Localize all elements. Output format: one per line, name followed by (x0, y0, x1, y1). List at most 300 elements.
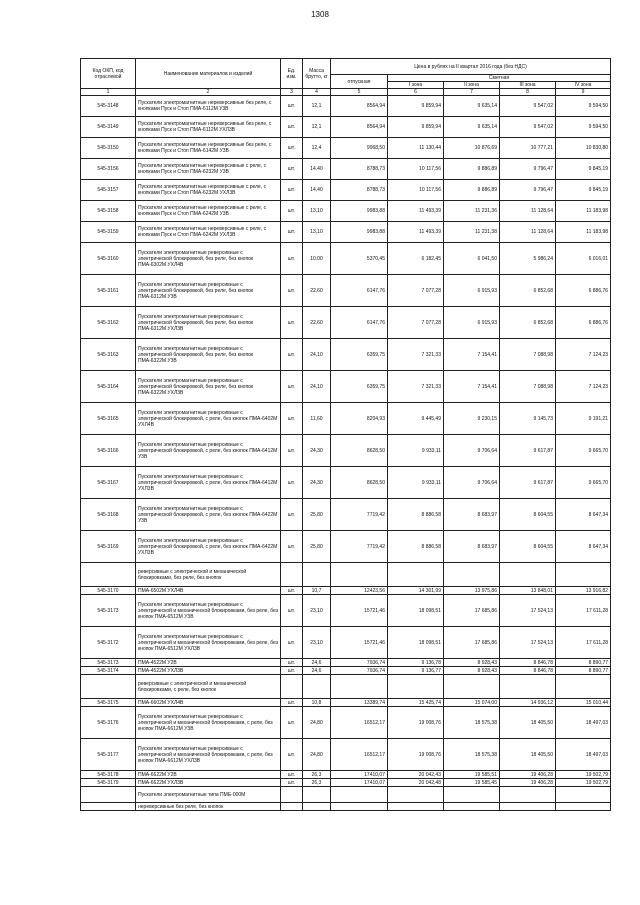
row-name: Пускатели электромагнитные реверсивные с электрической и механической блокировками, без реле, без кнопок ПМА-6512М УХЛ3В (136, 627, 281, 659)
row-zone4-price: 7 124,23 (556, 371, 611, 403)
row-zone1-price: 9 933,11 (388, 435, 444, 467)
row-unit: шт. (281, 587, 303, 595)
row-unit: шт. (281, 435, 303, 467)
row-zone2-price (444, 803, 500, 811)
row-code: 545-3149 (81, 117, 136, 138)
row-code: 545-3150 (81, 138, 136, 159)
row-zone2-price (444, 787, 500, 803)
row-zone3-price: 18 405,50 (500, 739, 556, 771)
row-name: нереверсивные без реле, без кнопок (136, 803, 281, 811)
row-zone3-price: 14 936,12 (500, 699, 556, 707)
header-price-group: Цена в рублях на II квартал 2016 года (без НДС) (331, 59, 611, 75)
row-name: Пускатели электромагнитные нереверсивные с реле, с кнопками Пуск и Стоп ПМА-6242М УХЛ3В (136, 222, 281, 243)
row-unit: шт. (281, 307, 303, 339)
row-zone3-price: 7 088,98 (500, 371, 556, 403)
row-zone1-price: 9 933,11 (388, 467, 444, 499)
row-mass: 24,80 (303, 707, 331, 739)
table-row (81, 659, 611, 667)
row-code: 545-3172 (81, 627, 136, 659)
row-zone1-price: 10 117,56 (388, 180, 444, 201)
column-number: 5 (331, 89, 388, 96)
row-code: 545-3177 (81, 739, 136, 771)
table-row (81, 587, 611, 595)
row-mass (303, 787, 331, 803)
row-zone4-price: 11 183,98 (556, 201, 611, 222)
row-zone4-price: 17 611,28 (556, 627, 611, 659)
row-release-price: 7719,42 (331, 499, 388, 531)
row-zone2-price: 13 975,86 (444, 587, 500, 595)
row-name: Пускатели электромагнитные реверсивные с электрической блокировкой, с реле, без кнопок ПМА-6422М УХЛ3В (136, 531, 281, 563)
row-mass: 25,80 (303, 531, 331, 563)
row-unit: шт. (281, 275, 303, 307)
row-zone4-price: 18 497,03 (556, 739, 611, 771)
row-mass (303, 563, 331, 587)
row-code: 545-3169 (81, 531, 136, 563)
row-name: ПМА-6502М УХЛ4В (136, 587, 281, 595)
row-mass: 13,10 (303, 201, 331, 222)
row-zone4-price: 8 890,77 (556, 667, 611, 675)
row-zone3-price: 6 852,68 (500, 307, 556, 339)
row-name: реверсивные с электрической и механической блокировками, без реле, без кнопок (136, 563, 281, 587)
row-name: Пускатели электромагнитные реверсивные с электрической и механической блокировками, с реле, без кнопок ПМА-6612М УХЛ3В (136, 739, 281, 771)
row-code (81, 563, 136, 587)
row-zone4-price: 15 010,44 (556, 699, 611, 707)
row-mass: 12,1 (303, 96, 331, 117)
column-number: 3 (281, 89, 303, 96)
row-name: Пускатели электромагнитные нереверсивные без реле, с кнопками Пуск и Стоп ПМА-6112М У3В (136, 96, 281, 117)
row-zone3-price: 19 406,28 (500, 779, 556, 787)
row-unit: шт. (281, 180, 303, 201)
row-release-price: 8788,73 (331, 159, 388, 180)
row-release-price: 8564,94 (331, 96, 388, 117)
table-row (81, 180, 611, 201)
row-name: ПМА-4522М УХЛ3В (136, 667, 281, 675)
table-row (81, 201, 611, 222)
table-row (81, 243, 611, 275)
row-zone2-price: 17 685,86 (444, 627, 500, 659)
row-zone3-price: 11 128,64 (500, 201, 556, 222)
table-body (81, 96, 611, 811)
header-release: отпускная (331, 75, 388, 89)
row-zone4-price: 18 497,03 (556, 707, 611, 739)
row-zone1-price: 8 886,58 (388, 531, 444, 563)
row-name: Пускатели электромагнитные нереверсивные без реле, с кнопками Пуск и Стоп ПМА-6142М У3В (136, 138, 281, 159)
row-release-price: 9968,50 (331, 138, 388, 159)
table-row (81, 222, 611, 243)
row-release-price: 8788,73 (331, 180, 388, 201)
row-release-price: 12423,56 (331, 587, 388, 595)
row-zone2-price: 8 928,43 (444, 667, 500, 675)
row-zone3-price: 8 604,55 (500, 499, 556, 531)
row-mass: 23,10 (303, 627, 331, 659)
row-mass: 10,8 (303, 699, 331, 707)
page-number: 1308 (311, 10, 329, 19)
row-zone4-price: 17 611,28 (556, 595, 611, 627)
row-release-price (331, 803, 388, 811)
row-zone3-price: 11 128,64 (500, 222, 556, 243)
row-unit: шт. (281, 531, 303, 563)
table-row (81, 531, 611, 563)
row-zone2-price: 6 041,50 (444, 243, 500, 275)
table-row (81, 787, 611, 803)
row-zone2-price (444, 675, 500, 699)
row-name: Пускатели электромагнитные реверсивные с электрической блокировкой, с реле, без кнопок ПМА-6402М УХЛ4В (136, 403, 281, 435)
row-unit: шт. (281, 201, 303, 222)
row-zone3-price (500, 803, 556, 811)
row-code: 545-3168 (81, 499, 136, 531)
row-unit: шт. (281, 771, 303, 779)
row-code: 545-3159 (81, 222, 136, 243)
row-unit (281, 787, 303, 803)
row-name: Пускатели электромагнитные нереверсивные с реле, с кнопками Пуск и Стоп ПМА-6232М У3В (136, 159, 281, 180)
row-name: ПМА-6602М УХЛ4В (136, 699, 281, 707)
row-mass: 14,40 (303, 159, 331, 180)
row-mass: 24,6 (303, 659, 331, 667)
row-code: 545-3178 (81, 771, 136, 779)
row-mass: 24,80 (303, 739, 331, 771)
row-zone4-price: 19 502,79 (556, 771, 611, 779)
row-release-price: 7719,42 (331, 531, 388, 563)
header-unit: Ед. изм. (281, 59, 303, 89)
row-zone1-price: 20 042,48 (388, 779, 444, 787)
row-release-price: 15721,46 (331, 595, 388, 627)
row-name: Пускатели электромагнитные реверсивные с электрической блокировкой, без реле, без кнопок ПМА-6322М УХЛ3В (136, 371, 281, 403)
row-mass: 13,10 (303, 222, 331, 243)
header-zone1: I зона (388, 82, 444, 89)
row-name: ПМА-4522М У2В (136, 659, 281, 667)
row-release-price: 8628,50 (331, 435, 388, 467)
row-zone3-price: 17 524,13 (500, 595, 556, 627)
row-zone2-price: 7 154,41 (444, 339, 500, 371)
price-table (80, 58, 611, 811)
row-zone4-price: 9 665,70 (556, 467, 611, 499)
row-release-price: 7936,74 (331, 667, 388, 675)
row-unit: шт. (281, 627, 303, 659)
row-zone4-price (556, 675, 611, 699)
row-unit (281, 563, 303, 587)
row-unit: шт. (281, 159, 303, 180)
row-code: 545-3161 (81, 275, 136, 307)
row-code: 545-3170 (81, 587, 136, 595)
row-code: 545-3157 (81, 180, 136, 201)
header-code: Код ОКП, код отраслевой (81, 59, 136, 89)
row-zone3-price: 8 604,55 (500, 531, 556, 563)
row-release-price: 9983,88 (331, 222, 388, 243)
row-code: 545-3165 (81, 403, 136, 435)
header-estimated: Сметная (388, 75, 611, 82)
row-name: Пускатели электромагнитные реверсивные с электрической блокировкой, с реле, без кнопок ПМА-6412М УХЛ3В (136, 467, 281, 499)
row-mass: 26,3 (303, 779, 331, 787)
row-zone2-price: 10 876,69 (444, 138, 500, 159)
row-mass: 24,6 (303, 667, 331, 675)
row-mass: 12,1 (303, 117, 331, 138)
row-zone2-price: 9 886,89 (444, 180, 500, 201)
row-mass (303, 675, 331, 699)
row-zone1-price: 7 321,33 (388, 339, 444, 371)
row-zone1-price: 19 008,76 (388, 707, 444, 739)
table-row (81, 117, 611, 138)
row-zone3-price: 13 848,01 (500, 587, 556, 595)
row-release-price: 6359,75 (331, 371, 388, 403)
row-release-price: 5370,45 (331, 243, 388, 275)
row-mass: 10,7 (303, 587, 331, 595)
row-name: ПМА-6622М УХЛ3В (136, 779, 281, 787)
row-unit: шт. (281, 222, 303, 243)
row-code: 545-3173 (81, 659, 136, 667)
row-release-price (331, 563, 388, 587)
row-code: 545-3174 (81, 667, 136, 675)
row-zone2-price: 9 706,64 (444, 467, 500, 499)
row-release-price: 6359,75 (331, 339, 388, 371)
row-zone2-price: 18 575,38 (444, 739, 500, 771)
row-zone2-price: 17 685,86 (444, 595, 500, 627)
header-zone3: III зона (500, 82, 556, 89)
row-code: 545-3148 (81, 96, 136, 117)
row-unit: шт. (281, 243, 303, 275)
table-row (81, 667, 611, 675)
row-release-price: 17410,07 (331, 779, 388, 787)
row-zone3-price: 9 796,47 (500, 159, 556, 180)
table-row (81, 563, 611, 587)
row-zone3-price: 8 846,78 (500, 659, 556, 667)
row-mass: 26,3 (303, 771, 331, 779)
column-number: 9 (556, 89, 611, 96)
row-zone3-price: 9 145,73 (500, 403, 556, 435)
row-release-price: 15721,46 (331, 627, 388, 659)
row-zone1-price (388, 787, 444, 803)
row-code (81, 803, 136, 811)
row-name: Пускатели электромагнитные реверсивные с электрической блокировкой, без реле, без кнопок ПМА-6312М УХЛ3В (136, 307, 281, 339)
row-mass: 14,40 (303, 180, 331, 201)
row-release-price: 6147,76 (331, 307, 388, 339)
table-row (81, 627, 611, 659)
row-zone1-price: 6 182,45 (388, 243, 444, 275)
row-mass: 23,10 (303, 595, 331, 627)
row-code: 545-3164 (81, 371, 136, 403)
row-zone4-price: 11 183,98 (556, 222, 611, 243)
row-unit: шт. (281, 779, 303, 787)
row-zone1-price: 7 077,28 (388, 275, 444, 307)
row-zone2-price: 15 074,00 (444, 699, 500, 707)
row-zone3-price: 8 846,78 (500, 667, 556, 675)
column-number: 8 (500, 89, 556, 96)
row-zone2-price: 11 231,36 (444, 201, 500, 222)
row-zone1-price: 11 130,44 (388, 138, 444, 159)
row-zone1-price (388, 675, 444, 699)
row-name: Пускатели электромагнитные реверсивные с электрической блокировкой, без реле, без кнопок ПМА-6302М УХЛ4В (136, 243, 281, 275)
table-row (81, 371, 611, 403)
row-zone2-price: 19 585,45 (444, 779, 500, 787)
row-release-price: 17410,07 (331, 771, 388, 779)
row-zone3-price (500, 787, 556, 803)
row-zone2-price: 18 575,38 (444, 707, 500, 739)
row-name: ПМА-6622М У2В (136, 771, 281, 779)
row-zone3-price: 6 852,68 (500, 275, 556, 307)
row-release-price: 16512,17 (331, 707, 388, 739)
row-zone1-price: 10 117,56 (388, 159, 444, 180)
table-row (81, 275, 611, 307)
header-name: Наименование материалов и изделий (136, 59, 281, 89)
row-code: 545-3166 (81, 435, 136, 467)
table-row (81, 739, 611, 771)
column-number: 6 (388, 89, 444, 96)
row-code: 545-3176 (81, 707, 136, 739)
row-code: 545-3160 (81, 243, 136, 275)
row-release-price: 8564,94 (331, 117, 388, 138)
row-zone3-price: 9 796,47 (500, 180, 556, 201)
row-zone3-price: 7 088,98 (500, 339, 556, 371)
row-zone1-price: 18 098,51 (388, 595, 444, 627)
table-row (81, 771, 611, 779)
row-mass: 12,4 (303, 138, 331, 159)
row-release-price (331, 787, 388, 803)
row-zone4-price: 8 647,34 (556, 531, 611, 563)
row-zone4-price: 6 016,01 (556, 243, 611, 275)
row-zone1-price: 8 886,58 (388, 499, 444, 531)
row-code: 545-3156 (81, 159, 136, 180)
row-zone2-price: 6 915,93 (444, 275, 500, 307)
row-unit: шт. (281, 117, 303, 138)
row-name: Пускатели электромагнитные реверсивные с электрической и механической блокировками, с реле, без кнопок ПМА-6612М У3В (136, 707, 281, 739)
row-release-price (331, 675, 388, 699)
row-zone4-price (556, 563, 611, 587)
header-zone4: IV зона (556, 82, 611, 89)
row-mass: 24,30 (303, 467, 331, 499)
row-release-price: 13389,74 (331, 699, 388, 707)
row-zone3-price: 9 617,87 (500, 435, 556, 467)
row-zone4-price: 13 916,82 (556, 587, 611, 595)
row-unit: шт. (281, 96, 303, 117)
row-code: 545-3158 (81, 201, 136, 222)
row-code: 545-3163 (81, 339, 136, 371)
row-zone2-price: 11 231,38 (444, 222, 500, 243)
row-zone1-price: 7 321,33 (388, 371, 444, 403)
row-zone2-price: 8 683,97 (444, 531, 500, 563)
row-zone1-price: 11 493,39 (388, 201, 444, 222)
row-mass: 22,60 (303, 275, 331, 307)
row-code (81, 675, 136, 699)
row-zone1-price: 9 136,77 (388, 667, 444, 675)
row-zone1-price (388, 563, 444, 587)
table-row (81, 159, 611, 180)
row-zone4-price: 19 502,79 (556, 779, 611, 787)
row-zone3-price: 18 405,50 (500, 707, 556, 739)
row-zone1-price: 9 136,78 (388, 659, 444, 667)
row-zone4-price: 8 647,34 (556, 499, 611, 531)
row-zone3-price: 5 986,24 (500, 243, 556, 275)
row-zone4-price: 9 845,19 (556, 180, 611, 201)
row-zone2-price: 6 915,93 (444, 307, 500, 339)
row-zone2-price: 9 635,14 (444, 117, 500, 138)
row-unit: шт. (281, 595, 303, 627)
row-code: 545-3162 (81, 307, 136, 339)
row-unit: шт. (281, 138, 303, 159)
row-mass: 11,60 (303, 403, 331, 435)
row-zone2-price: 7 154,41 (444, 371, 500, 403)
row-unit: шт. (281, 659, 303, 667)
row-zone1-price: 20 042,43 (388, 771, 444, 779)
row-zone2-price: 8 683,97 (444, 499, 500, 531)
row-name: Пускатели электромагнитные нереверсивные без реле, с кнопками Пуск и Стоп ПМА-6112М УХЛ3В (136, 117, 281, 138)
row-unit (281, 675, 303, 699)
column-number-row (81, 89, 611, 96)
row-code: 545-3175 (81, 699, 136, 707)
row-zone3-price (500, 563, 556, 587)
table-row (81, 499, 611, 531)
row-mass: 24,10 (303, 371, 331, 403)
row-mass: 25,80 (303, 499, 331, 531)
row-zone4-price: 8 890,77 (556, 659, 611, 667)
row-mass: 24,30 (303, 435, 331, 467)
row-zone4-price (556, 787, 611, 803)
row-zone3-price: 9 547,02 (500, 117, 556, 138)
row-unit: шт. (281, 667, 303, 675)
row-release-price: 7936,74 (331, 659, 388, 667)
column-number: 1 (81, 89, 136, 96)
row-zone2-price: 19 585,51 (444, 771, 500, 779)
row-zone1-price: 11 493,39 (388, 222, 444, 243)
row-zone1-price: 15 425,74 (388, 699, 444, 707)
row-unit: шт. (281, 467, 303, 499)
row-zone3-price (500, 675, 556, 699)
row-zone2-price: 9 706,64 (444, 435, 500, 467)
row-zone3-price: 19 406,28 (500, 771, 556, 779)
row-zone1-price: 18 098,51 (388, 627, 444, 659)
row-zone4-price: 10 830,80 (556, 138, 611, 159)
row-unit: шт. (281, 339, 303, 371)
row-zone1-price: 9 859,94 (388, 96, 444, 117)
row-name: Пускатели электромагнитные нереверсивные с реле, с кнопками Пуск и Стоп ПМА-6242М У3В (136, 201, 281, 222)
row-unit: шт. (281, 371, 303, 403)
row-zone4-price: 9 594,50 (556, 117, 611, 138)
header-mass: Масса брутто, кг (303, 59, 331, 89)
row-zone3-price: 10 777,21 (500, 138, 556, 159)
row-name: Пускатели электромагнитные типа ПМЕ-000М (136, 787, 281, 803)
table-row (81, 699, 611, 707)
row-release-price: 6147,76 (331, 275, 388, 307)
row-zone4-price: 9 665,70 (556, 435, 611, 467)
row-zone3-price: 9 617,87 (500, 467, 556, 499)
row-zone4-price: 9 845,19 (556, 159, 611, 180)
column-number: 2 (136, 89, 281, 96)
row-mass: 22,60 (303, 307, 331, 339)
table-row (81, 307, 611, 339)
row-unit (281, 803, 303, 811)
row-zone4-price: 6 886,76 (556, 275, 611, 307)
row-name: Пускатели электромагнитные реверсивные с электрической блокировкой, с реле, без кнопок ПМА-6412М У3В (136, 435, 281, 467)
row-name: реверсивные с электрической и механической блокировками, с реле, без кнопок (136, 675, 281, 699)
row-release-price: 8204,93 (331, 403, 388, 435)
row-zone4-price: 9 191,21 (556, 403, 611, 435)
row-code (81, 787, 136, 803)
table-row (81, 779, 611, 787)
row-unit: шт. (281, 707, 303, 739)
table-row (81, 138, 611, 159)
table-row (81, 403, 611, 435)
row-unit: шт. (281, 739, 303, 771)
row-zone1-price: 7 077,28 (388, 307, 444, 339)
row-code: 545-3167 (81, 467, 136, 499)
row-zone2-price: 9 886,89 (444, 159, 500, 180)
row-unit: шт. (281, 699, 303, 707)
row-name: Пускатели электромагнитные реверсивные с электрической и механической блокировками, без реле, без кнопок ПМА-6512М У3В (136, 595, 281, 627)
row-zone1-price (388, 803, 444, 811)
row-zone4-price: 6 886,76 (556, 307, 611, 339)
row-zone2-price: 9 635,14 (444, 96, 500, 117)
column-number: 7 (444, 89, 500, 96)
row-zone3-price: 17 524,13 (500, 627, 556, 659)
row-release-price: 9983,88 (331, 201, 388, 222)
